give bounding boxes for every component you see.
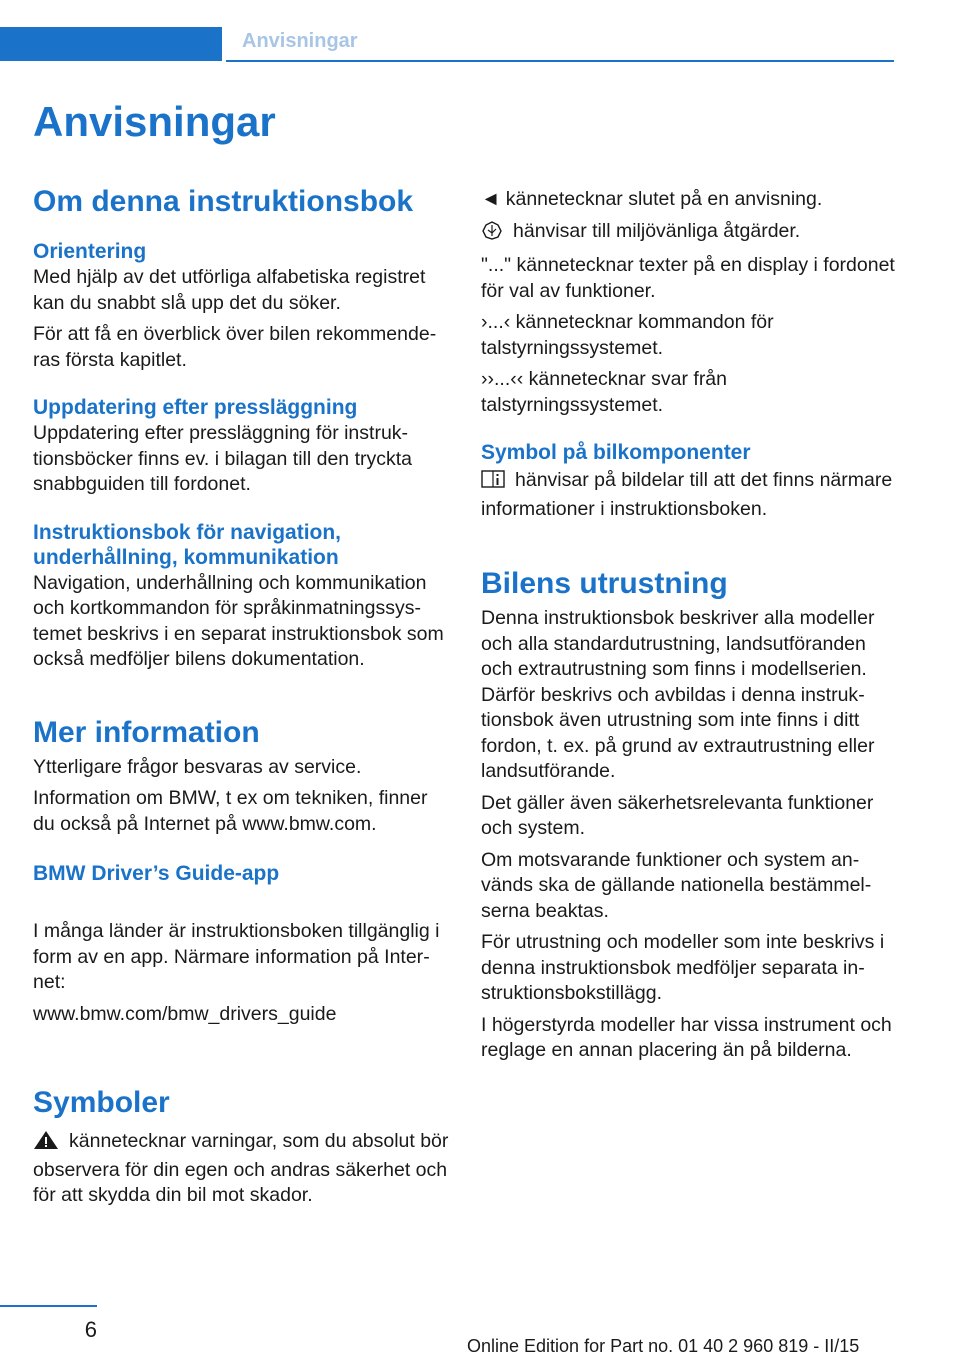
book-info-icon — [481, 469, 505, 497]
utrustning-text-3: Om motsvarande funktioner och system används ska de gällande nationella bestämmelserna beaktas. — [481, 848, 872, 922]
leaf-icon — [481, 220, 503, 248]
heading-symboler: Symboler — [33, 1086, 170, 1119]
utrustning-text-2: Det gäller även säkerhetsrelevanta funktioner och system. — [481, 791, 874, 839]
mer-text-1: Ytterligare frågor besvaras av service. — [33, 755, 362, 778]
warning-description: kännetecknar varningar, som du absolut bör observera för din egen och andras säkerhet och för att skydda din bil mot skador. — [33, 1130, 449, 1206]
app-text-2: www.bmw.com/bmw_drivers_guide — [33, 1002, 337, 1025]
header-section-title: Anvisningar — [242, 30, 358, 52]
heading-bilens-utrustning: Bilens utrustning — [481, 567, 728, 600]
bilkomponenter-description: hänvisar på bildelar till att det finns närmare informationer i instruktionsboken. — [481, 469, 893, 520]
heading-bilkomponenter: Symbol på bilkomponenter — [481, 441, 751, 464]
utrustning-text-4: För utrustning och modeller som inte beskrivs i denna instruktionsbok medföljer separata instruktionsbokstillägg. — [481, 931, 885, 1004]
symbol-command-text: ›...‹ kännetecknar kommandon för talstyrningssystemet. — [481, 311, 774, 359]
symbol-environment-text — [481, 219, 899, 248]
heading-uppdatering: Uppdatering efter pressläggning — [33, 396, 358, 419]
footer-rule — [0, 1305, 97, 1307]
orientering-text-2: För att få en överblick över bilen rekommenderas första kapitlet. — [33, 323, 437, 371]
environment-description: hänvisar till miljövänliga åtgärder. — [513, 219, 801, 242]
mer-text-2: Information om BMW, t ex om tekniken, finner du också på Internet på www.bmw.com. — [33, 787, 428, 835]
heading-drivers-guide-app: BMW Driver’s Guide-app — [33, 862, 280, 885]
app-text-1: I många länder är instruktionsboken tillgänglig i form av en app. Närmare information på Internet: — [33, 920, 440, 993]
bilkomponenter-text — [481, 468, 899, 522]
symbol-end-text: ◄ kännetecknar slutet på en anvisning. — [481, 188, 823, 210]
heading-orientering: Orientering — [33, 240, 147, 263]
heading-om: Om denna instruktionsbok — [33, 185, 414, 218]
heading-navigation: Instruktionsbok för navigation, underhållning, kommunikation — [33, 520, 342, 569]
header-accent-bar — [0, 27, 222, 61]
footer-edition: Online Edition for Part no. 01 40 2 960 819 - II/15 — [467, 1336, 860, 1356]
utrustning-text-1: Denna instruktionsbok beskriver alla modeller och alla standardutrustning, landsutföranden och extrautrustning som finns i modellserien. Därför beskrivs och avbildas i denna instruktionsbok även utrustning som inte finns i ditt fordon, t. ex. på grund av extrautrustning eller landsutförande. — [481, 607, 875, 782]
symbol-warning-text — [33, 1129, 451, 1209]
page-title: Anvisningar — [33, 98, 276, 145]
heading-mer-information: Mer information — [33, 715, 260, 749]
symbol-quote-text: "..." kännetecknar texter på en display i fordonet för val av funktioner. — [481, 254, 895, 302]
uppdatering-text: Uppdatering efter pressläggning för instruktionsböcker finns ev. i bilagan till den tryckta snabbguiden till fordonet. — [33, 422, 412, 495]
page-number: 6 — [84, 1317, 97, 1342]
right-column — [481, 182, 899, 1064]
navigation-text: Navigation, underhållning och kommunikation och kortkommandon för språkinmatningssystemet beskrivs i en separat instruktionsbok som också medföljer bilens dokumentation. — [33, 571, 444, 670]
utrustning-text-5: I högerstyrda modeller har vissa instrument och reglage en annan placering än på bilderna. — [481, 1013, 892, 1061]
symbol-reply-text: ››...‹‹ kännetecknar svar från talstyrningssystemet. — [481, 368, 727, 416]
left-column — [33, 182, 451, 1209]
warning-triangle-icon — [33, 1130, 59, 1158]
orientering-text-1: Med hjälp av det utförliga alfabetiska registret kan du snabbt slå upp det du söker. — [33, 266, 426, 314]
header-rule — [226, 60, 894, 62]
